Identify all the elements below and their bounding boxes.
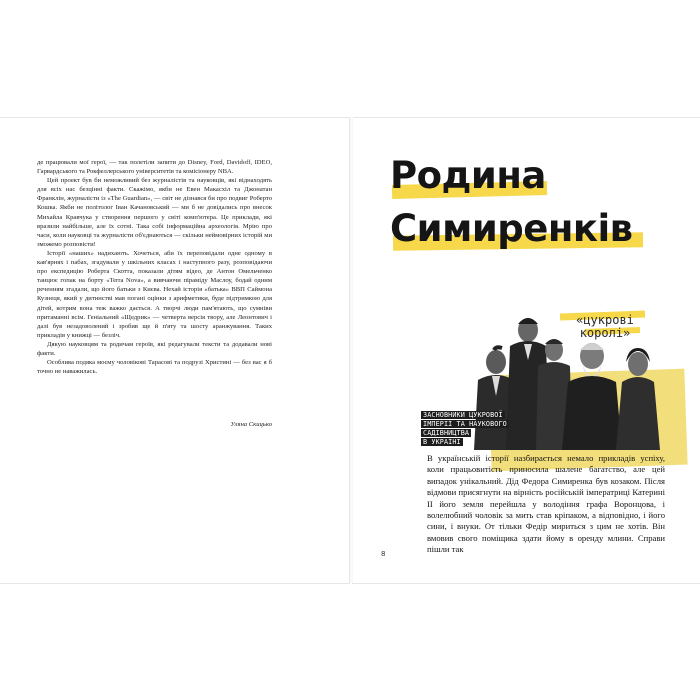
photo-caption bbox=[421, 411, 527, 447]
left-page-text bbox=[37, 158, 272, 376]
chapter-subtitle bbox=[560, 314, 650, 340]
caption-line: САДІВНИЦТВА bbox=[423, 429, 470, 437]
paragraph: Цей проект був би неможливий без журналістів та науковців, які віднаходять для всіх нас безцінні факти. Скажімо, якби не Евен Макасхіл та Джонатан Франклін, журналісти із «The Guardian», — світ не дізнався би про подвиг Роберто Кошка. Якби не політолог Іван Качановський — ми б не довідались про внесок Михайла Кравчука у створення першого у світі комп'ютера. Це приклади, які вразили найбільше, але їх сотні. Така собі інформаційна археологія. Мрію про часи, коли науковці та журналісти об'єднаються — скільки неймовірних історій ми зможемо розповісти! bbox=[37, 177, 272, 248]
right-page-text bbox=[427, 453, 665, 556]
chapter-title-line-1: Родина bbox=[390, 154, 546, 197]
chapter-title-line-2: Симиренків bbox=[390, 207, 633, 250]
paragraph: Історії «наших» надихають. Хочеться, аби їх переповідали одне одному в кав'ярнях і пабах, згадували у шкільних класах і наступного разу, розповідаючи про експедицію Роберта Скотта, показали дітям відео, де Антон Омельченко танцює гопак на борту «Terra Nova», а вивчаючи піраміду Маслоу, бодай одним реченням згадали, що його батьки з Києва. Нехай історія «батька» ВВП Саймона Кузнеця, який у дитинстві мав погані оцінки з арифметики, буде підтримкою для дітей, котрим вона теж важко дається. А творчі люди пам'ятають, що сумніви притаманні всім. Геніальний «Щедрик» — четверта версія твору, але Леонтович і далі був незадоволений і зробив ще й п'яту та шосту аранжування. Таких прикладів у книжці — безліч. bbox=[37, 249, 272, 339]
caption-line: ЗАСНОВНИКИ ЦУКРОВОЇ bbox=[423, 411, 503, 419]
paragraph: де працювали мої герої, — так полетіли запити до Disney, Ford, Davidoff, IDEO, Гарвардського та Рокфеллерського університетів та комісіонеру NBA. bbox=[37, 159, 272, 176]
page-number: 8 bbox=[381, 550, 386, 558]
book-gutter bbox=[349, 117, 353, 583]
caption-line: ІМПЕРІЇ ТА НАУКОВОГО bbox=[423, 420, 507, 428]
paragraph: Дякую науковцям та родичам героїв, які редагували тексти та додавали нові факти. bbox=[37, 340, 272, 357]
person-figure bbox=[616, 348, 660, 450]
paragraph: В українській історії назбирається немало прикладів успіху, коли працьовитість приносила шалене багатство, але цей випадок унікальний. Дід Федора Симиренка був козаком. Після відмови присягнути на вірність російській імператриці Катерині ІІ його земля перейшла у володіння графа Воронцова, і волелюбний чоловік за мить став кріпаком, а відповідно, і його сини, і внуки. От тільки Федір мириться з цим не хотів. Він вмовив свого поміщика здати йому в оренду млини. Справи пішли так bbox=[427, 453, 665, 555]
author-signature: Уляна Скицько bbox=[230, 421, 272, 428]
subtitle-line: «цукрові bbox=[576, 313, 634, 327]
subtitle-line: королі» bbox=[579, 326, 631, 340]
paragraph: Особлива подяка моєму чоловікові Тарасові та подрузі Христині — без вас я б точно не наважилась. bbox=[37, 359, 272, 376]
person-figure bbox=[562, 343, 622, 450]
caption-line: В УКРАЇНІ bbox=[423, 438, 461, 446]
